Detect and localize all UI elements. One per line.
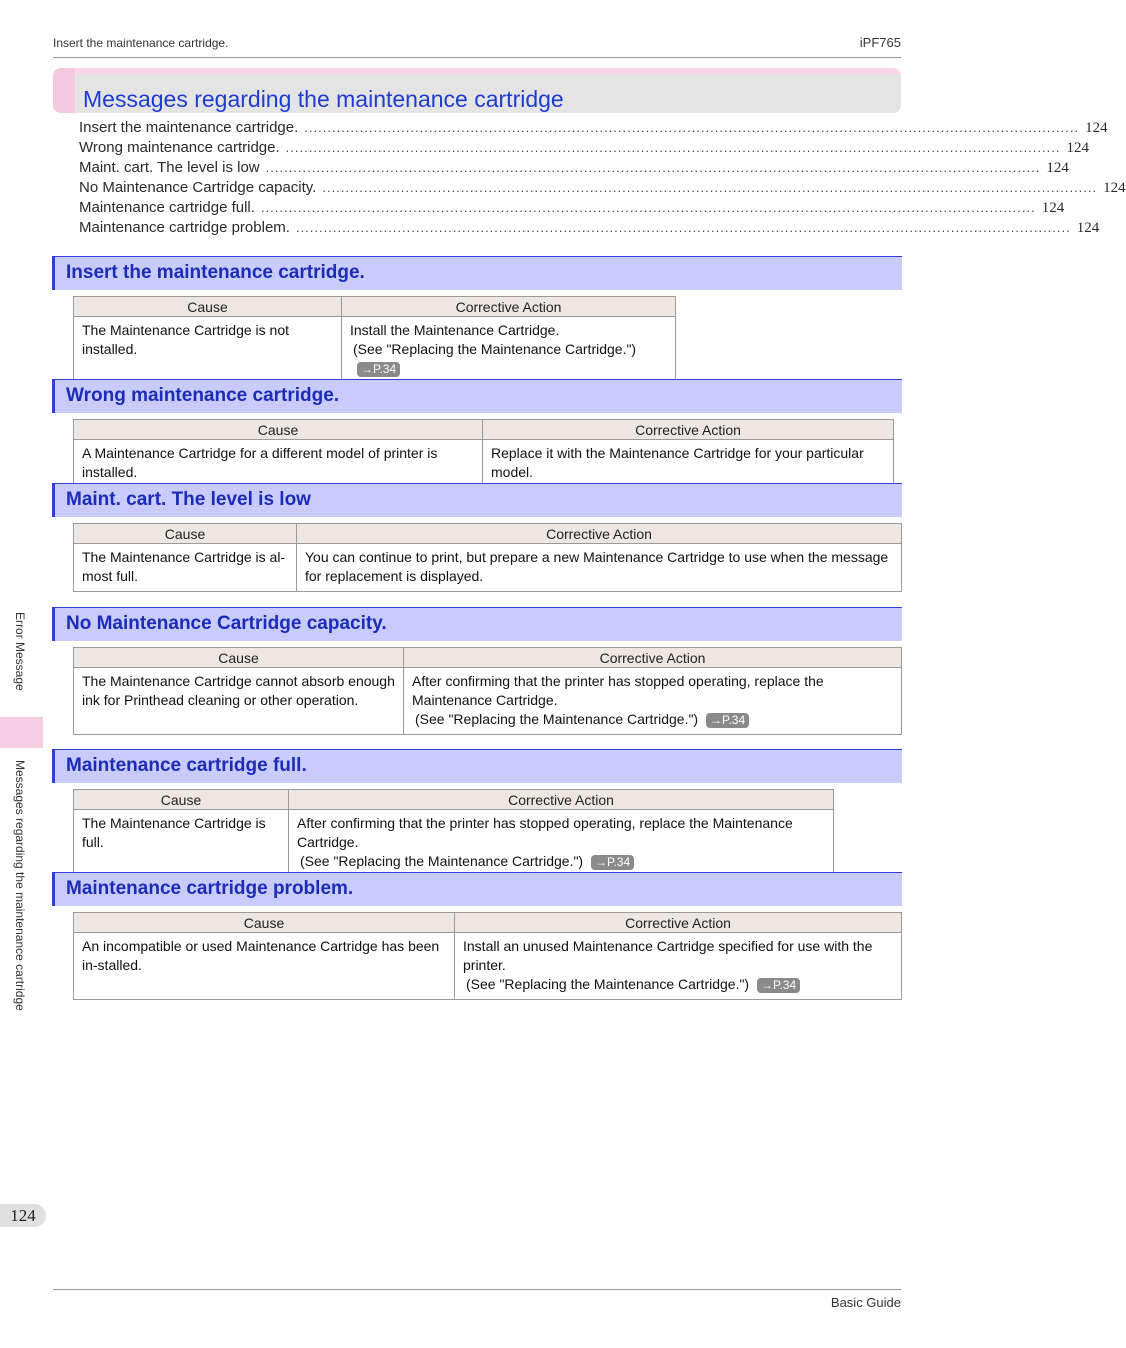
error-table — [73, 296, 676, 384]
action-header: Corrective Action — [297, 524, 902, 544]
error-table — [73, 419, 894, 488]
cause-cell: The Maintenance Cartridge is al-most full. — [74, 544, 297, 592]
toc-entry[interactable] — [79, 199, 1065, 219]
action-text: After confirming that the printer has stopped operating, replace the Maintenance Cartridge. — [297, 815, 793, 850]
action-header: Corrective Action — [404, 648, 902, 668]
toc-leader: ........................................................................................................................................................................ — [295, 220, 1071, 235]
section-heading — [52, 749, 902, 783]
toc-leader: ........................................................................................................................................................................ — [260, 200, 1036, 215]
table-row — [74, 810, 834, 877]
reference-text: (See "Replacing the Maintenance Cartridge.") — [466, 976, 750, 992]
error-table — [73, 523, 902, 592]
action-cell: You can continue to print, but prepare a new Maintenance Cartridge to use when the message for replacement is displayed. — [297, 544, 902, 592]
cause-header: Cause — [74, 913, 455, 933]
section-heading — [52, 607, 902, 641]
action-cell — [455, 933, 902, 1000]
action-cell — [289, 810, 834, 877]
toc-entry[interactable] — [79, 139, 1089, 159]
toc-entry-label: Maintenance cartridge full. — [79, 199, 255, 216]
section-heading-text: Insert the maintenance cartridge. — [66, 262, 365, 283]
toc-entry-page: 124 — [1103, 180, 1126, 196]
page-link-button[interactable]: →P.34 — [591, 855, 634, 870]
action-cell — [342, 317, 676, 384]
action-header: Corrective Action — [342, 297, 676, 317]
section-heading — [52, 379, 902, 413]
toc-entry-page: 124 — [1076, 220, 1100, 236]
toc-entry-page: 124 — [1046, 160, 1069, 176]
cause-cell: The Maintenance Cartridge is full. — [74, 810, 289, 877]
cause-header: Cause — [74, 790, 289, 810]
cause-header: Cause — [74, 420, 483, 440]
running-header-model: iPF765 — [859, 35, 901, 50]
side-chapter-label: Error Message — [13, 612, 27, 691]
action-text: Install the Maintenance Cartridge. — [350, 322, 560, 338]
toc-entry-label: No Maintenance Cartridge capacity. — [79, 179, 317, 196]
table-row — [74, 933, 902, 1000]
error-table — [73, 647, 902, 735]
toc-leader: ........................................................................................................................................................................ — [322, 180, 1098, 195]
footer-guide-name: Basic Guide — [830, 1295, 901, 1310]
action-header: Corrective Action — [289, 790, 834, 810]
page-number: 124 — [0, 1204, 46, 1227]
toc-leader: ........................................................................................................................................................................ — [265, 160, 1041, 175]
cause-header: Cause — [74, 648, 404, 668]
cause-header: Cause — [74, 524, 297, 544]
reference — [412, 710, 893, 729]
action-header: Corrective Action — [455, 913, 902, 933]
toc-leader: ........................................................................................................................................................................ — [304, 120, 1080, 135]
table-row — [74, 317, 676, 384]
reference-text: (See "Replacing the Maintenance Cartridge.") — [415, 711, 699, 727]
page-title: Messages regarding the maintenance cartridge — [83, 86, 564, 112]
table-row — [74, 668, 902, 735]
reference — [350, 340, 667, 378]
action-text: After confirming that the printer has stopped operating, replace the Maintenance Cartridge. — [412, 673, 824, 708]
section-heading — [52, 872, 902, 906]
side-chapter-tab — [0, 717, 43, 748]
page-link-button[interactable]: →P.34 — [357, 362, 400, 377]
table-row — [74, 440, 894, 488]
page-title-box — [53, 68, 901, 113]
reference-text: (See "Replacing the Maintenance Cartridge.") — [353, 341, 637, 357]
toc-entry-page: 124 — [1041, 200, 1065, 216]
error-table — [73, 912, 902, 1000]
cause-cell: An incompatible or used Maintenance Cartridge has been in-stalled. — [74, 933, 455, 1000]
footer-divider — [53, 1289, 901, 1290]
toc-entry-page: 124 — [1085, 120, 1108, 136]
table-row — [74, 544, 902, 592]
cause-cell: The Maintenance Cartridge cannot absorb enough ink for Printhead cleaning or other operation. — [74, 668, 404, 735]
action-cell — [404, 668, 902, 735]
page-link-button[interactable]: →P.34 — [706, 713, 749, 728]
section-heading-text: Maintenance cartridge problem. — [66, 878, 354, 899]
header-divider — [53, 57, 901, 58]
reference-text: (See "Replacing the Maintenance Cartridge.") — [300, 853, 584, 869]
action-text: Install an unused Maintenance Cartridge specified for use with the printer. — [463, 938, 873, 973]
toc-entry[interactable] — [79, 119, 1108, 139]
toc-entry-label: Insert the maintenance cartridge. — [79, 119, 299, 136]
side-section-label: Messages regarding the maintenance cartridge — [13, 760, 27, 1011]
section-heading-text: Wrong maintenance cartridge. — [66, 385, 340, 406]
running-header-section: Insert the maintenance cartridge. — [53, 36, 229, 50]
error-table — [73, 789, 834, 877]
toc-entry[interactable] — [79, 179, 1126, 199]
section-heading-text: Maintenance cartridge full. — [66, 755, 307, 776]
section-heading — [52, 256, 902, 290]
section-heading-text: Maint. cart. The level is low — [66, 489, 311, 510]
toc-leader: ........................................................................................................................................................................ — [285, 140, 1061, 155]
toc-entry-label: Maintenance cartridge problem. — [79, 219, 290, 236]
toc-entry-label: Wrong maintenance cartridge. — [79, 139, 280, 156]
cause-cell: A Maintenance Cartridge for a different model of printer is installed. — [74, 440, 483, 488]
table-of-contents — [79, 119, 1126, 239]
reference — [297, 852, 825, 871]
cause-header: Cause — [74, 297, 342, 317]
section-heading-text: No Maintenance Cartridge capacity. — [66, 613, 387, 634]
toc-entry-page: 124 — [1066, 140, 1089, 156]
reference — [463, 975, 893, 994]
cause-cell: The Maintenance Cartridge is not installed. — [74, 317, 342, 384]
action-header: Corrective Action — [483, 420, 894, 440]
toc-entry[interactable] — [79, 219, 1100, 239]
page-link-button[interactable]: →P.34 — [757, 978, 800, 993]
toc-entry-label: Maint. cart. The level is low — [79, 159, 260, 176]
action-cell: Replace it with the Maintenance Cartridge for your particular model. — [483, 440, 894, 488]
section-heading — [52, 483, 902, 517]
toc-entry[interactable] — [79, 159, 1069, 179]
